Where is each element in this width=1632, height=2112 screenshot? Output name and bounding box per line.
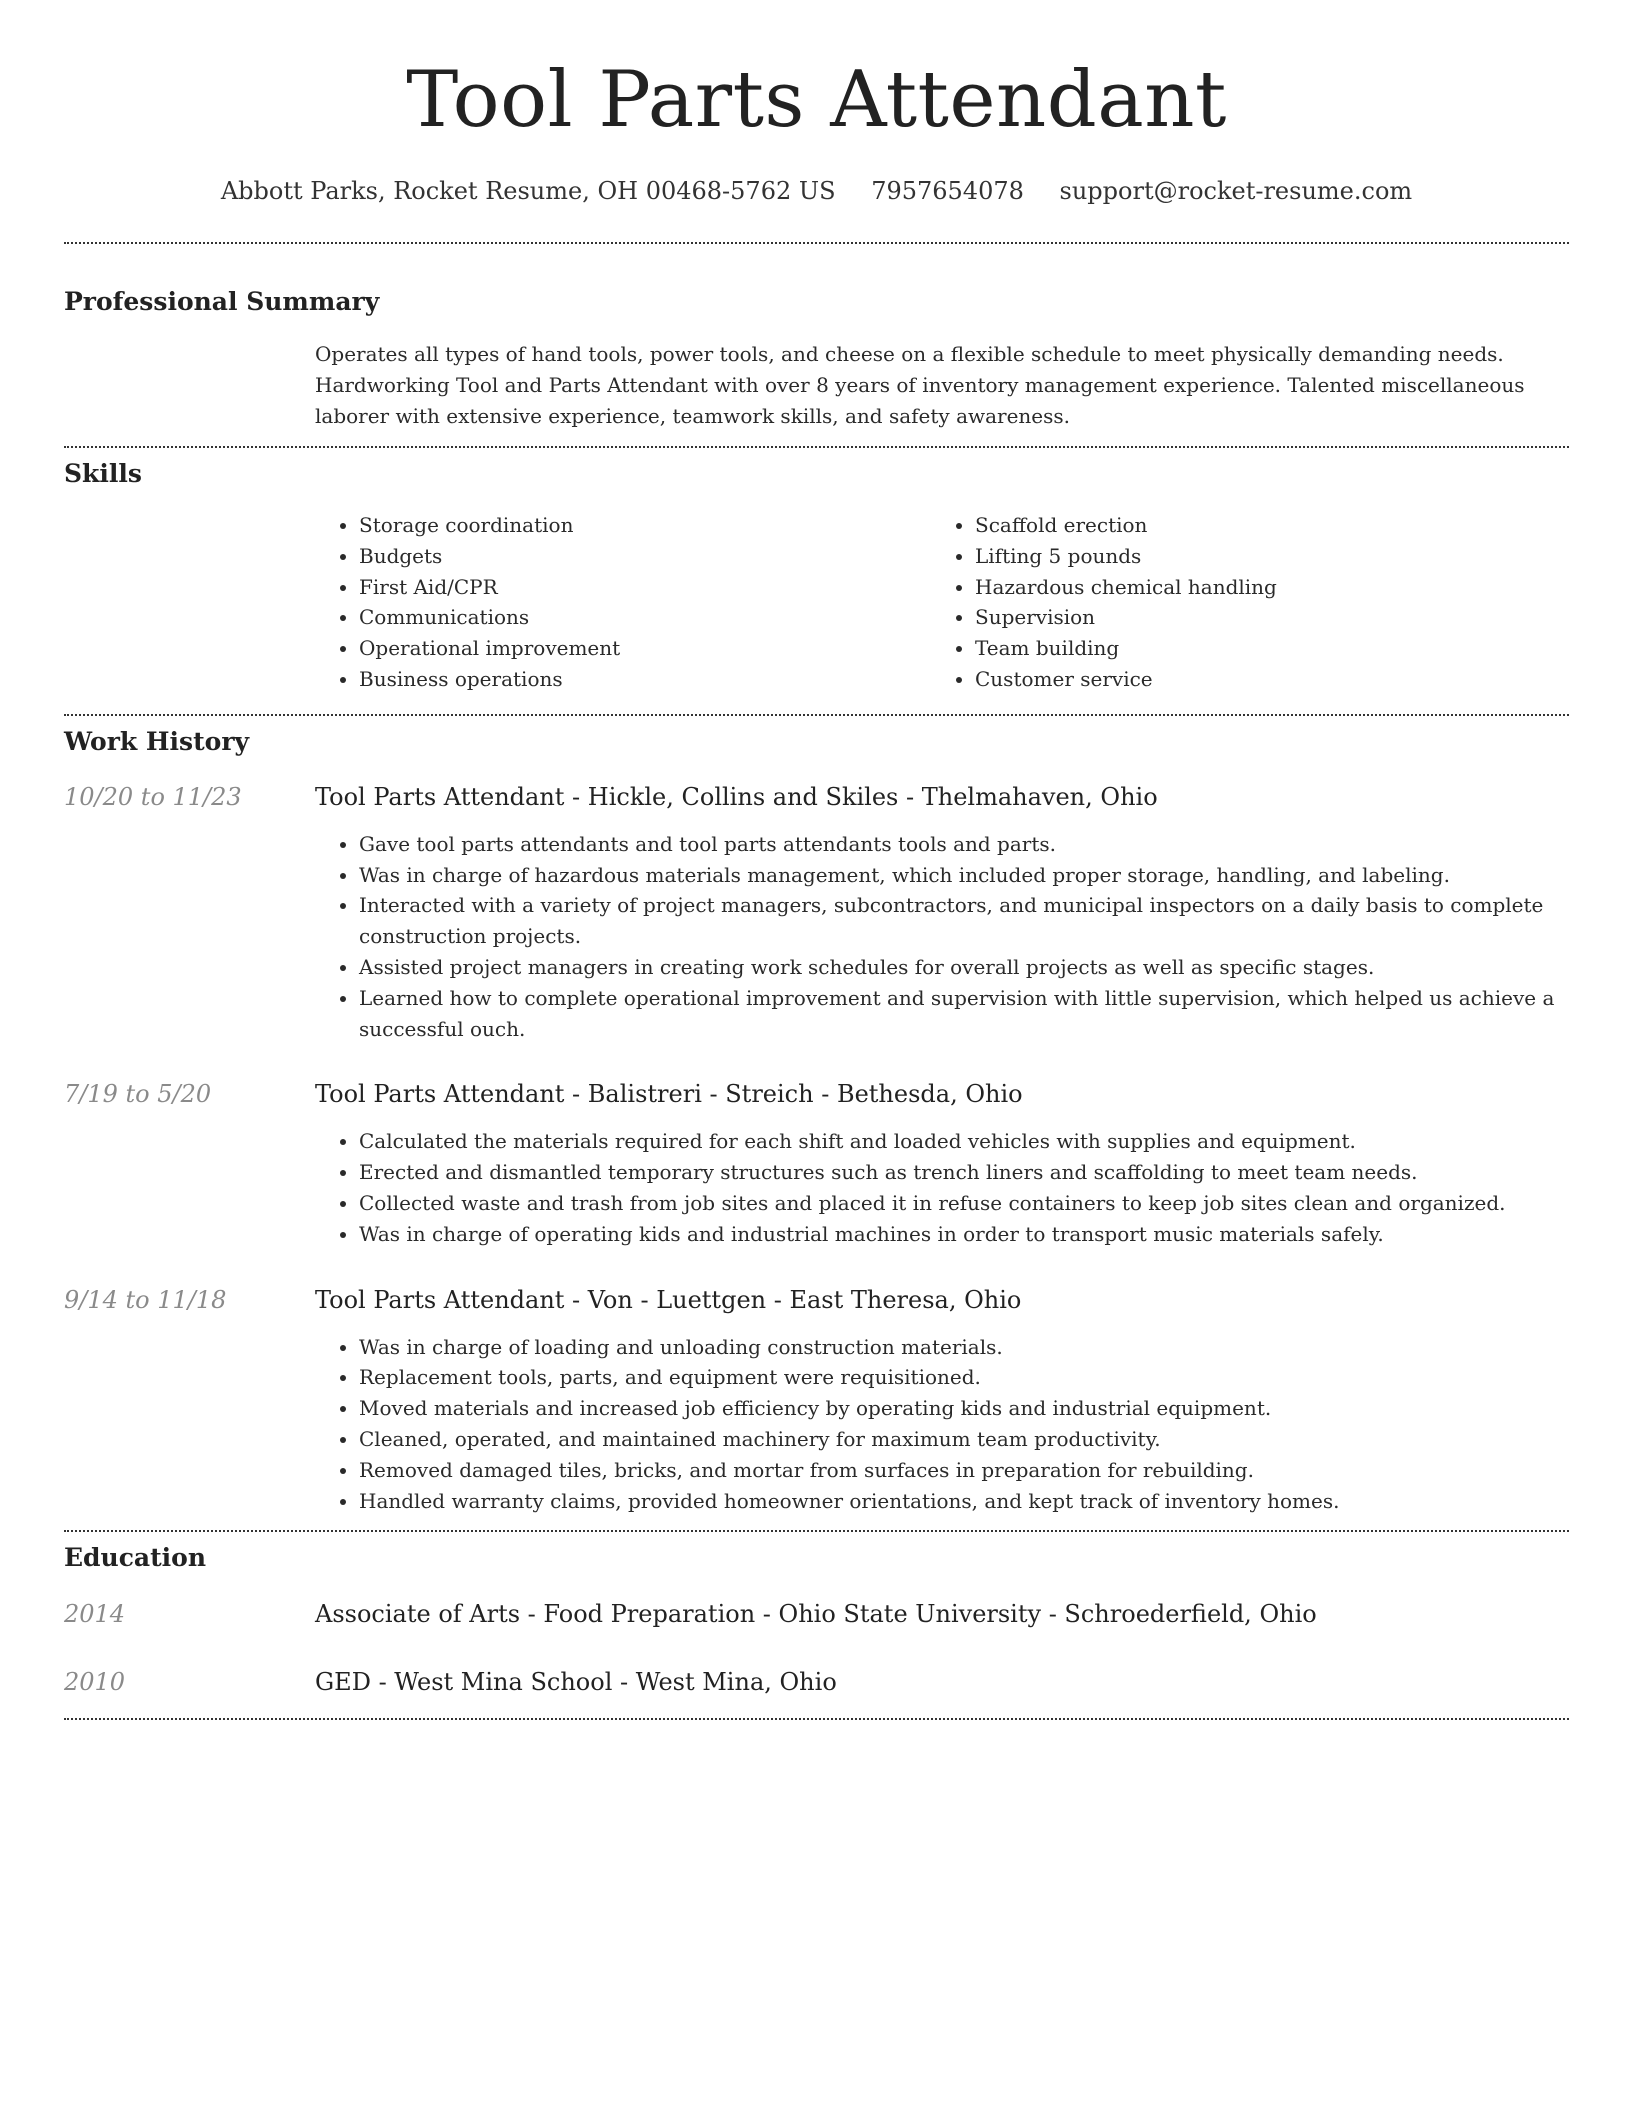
skills-column-right [931, 510, 1547, 695]
job-bullet: • Was in charge of operating kids and industrial machines in order to transport music materials safely. [359, 1219, 1569, 1250]
skill-item: • Budgets [359, 541, 931, 572]
education-title: GED - West Mina School - West Mina, Ohio [315, 1668, 837, 1697]
skill-item: • Team building [975, 633, 1547, 664]
contact-phone: 7957654078 [871, 177, 1024, 205]
education-entry [64, 1598, 1569, 1630]
skill-item: • Hazardous chemical handling [975, 572, 1547, 603]
education-section [64, 1542, 1569, 1698]
job-bullet: • Calculated the materials required for each shift and loaded vehicles with supplies and equipment. [359, 1126, 1569, 1157]
job-entry [64, 1284, 1569, 1517]
job-bullet: • Handled warranty claims, provided homeowner orientations, and kept track of inventory homes. [359, 1486, 1569, 1517]
skill-item: • Communications [359, 602, 931, 633]
job-bullet: • Was in charge of loading and unloading construction materials. [359, 1332, 1569, 1363]
divider [64, 1718, 1569, 1720]
job-bullet: • Cleaned, operated, and maintained machinery for maximum team productivity. [359, 1424, 1569, 1455]
job-bullet: • Erected and dismantled temporary structures such as trench liners and scaffolding to meet team needs. [359, 1157, 1569, 1188]
skills-columns [315, 510, 1569, 695]
job-title: Tool Parts Attendant - Von - Luettgen - East Theresa, Ohio [315, 1285, 1022, 1314]
summary-text: Operates all types of hand tools, power tools, and cheese on a flexible schedule to meet physically demanding needs. Hardworking Tool and Parts Attendant with over 8 years of inventory management experience. Talented miscellaneous laborer with extensive experience, teamwork skills, and safety awareness. [315, 342, 1525, 428]
contact-address: Abbott Parks, Rocket Resume, OH 00468-5762 US [220, 177, 836, 205]
education-title: Associate of Arts - Food Preparation - Ohio State University - Schroederfield, Ohio [315, 1600, 1317, 1629]
section-heading-skills: Skills [64, 459, 142, 488]
job-entry [64, 781, 1569, 1045]
education-year: 2014 [64, 1600, 126, 1629]
divider [64, 242, 1569, 244]
job-entry [64, 1078, 1569, 1249]
divider [64, 446, 1569, 448]
job-dates: 9/14 to 11/18 [64, 1285, 227, 1314]
job-bullet: • Was in charge of hazardous materials management, which included proper storage, handling, and labeling. [359, 860, 1569, 891]
skill-item: • Customer service [975, 664, 1547, 695]
job-bullet: • Gave tool parts attendants and tool parts attendants tools and parts. [359, 829, 1569, 860]
section-heading-summary: Professional Summary [64, 287, 380, 316]
divider [64, 714, 1569, 716]
job-dates: 7/19 to 5/20 [64, 1080, 212, 1109]
resume-name: Tool Parts Attendant [406, 55, 1227, 145]
skill-item: • Storage coordination [359, 510, 931, 541]
section-heading-work: Work History [64, 726, 250, 756]
job-bullet: • Moved materials and increased job efficiency by operating kids and industrial equipment. [359, 1393, 1569, 1424]
summary-section [64, 286, 1569, 432]
job-title: Tool Parts Attendant - Balistreri - Streich - Bethesda, Ohio [315, 1080, 1023, 1109]
divider [64, 1530, 1569, 1532]
skill-item: • Scaffold erection [975, 510, 1547, 541]
work-history-section [64, 726, 1569, 1517]
job-bullet: • Learned how to complete operational improvement and supervision with little supervision, which helped us achieve a successful ouch. [359, 983, 1569, 1045]
job-bullet: • Removed damaged tiles, bricks, and mortar from surfaces in preparation for rebuilding. [359, 1455, 1569, 1486]
education-entry [64, 1666, 1569, 1698]
skills-column-left [315, 510, 931, 695]
skills-section [64, 458, 1569, 695]
skill-item: • Supervision [975, 602, 1547, 633]
section-heading-education: Education [64, 1543, 207, 1573]
skill-item: • Business operations [359, 664, 931, 695]
skill-item: • Operational improvement [359, 633, 931, 664]
job-bullet: • Interacted with a variety of project managers, subcontractors, and municipal inspectors on a daily basis to complete construction projects. [359, 890, 1569, 952]
job-bullet: • Assisted project managers in creating work schedules for overall projects as well as specific stages. [359, 952, 1569, 983]
job-dates: 10/20 to 11/23 [64, 782, 242, 811]
skill-item: • First Aid/CPR [359, 572, 931, 603]
resume-page [64, 0, 1569, 1720]
job-bullet: • Collected waste and trash from job sites and placed it in refuse containers to keep job sites clean and organized. [359, 1188, 1569, 1219]
education-year: 2010 [64, 1668, 126, 1697]
contact-line [64, 176, 1569, 206]
job-title: Tool Parts Attendant - Hickle, Collins and Skiles - Thelmahaven, Ohio [315, 782, 1158, 811]
skill-item: • Lifting 5 pounds [975, 541, 1547, 572]
job-bullet: • Replacement tools, parts, and equipment were requisitioned. [359, 1362, 1569, 1393]
contact-email: support@rocket-resume.com [1059, 177, 1413, 205]
